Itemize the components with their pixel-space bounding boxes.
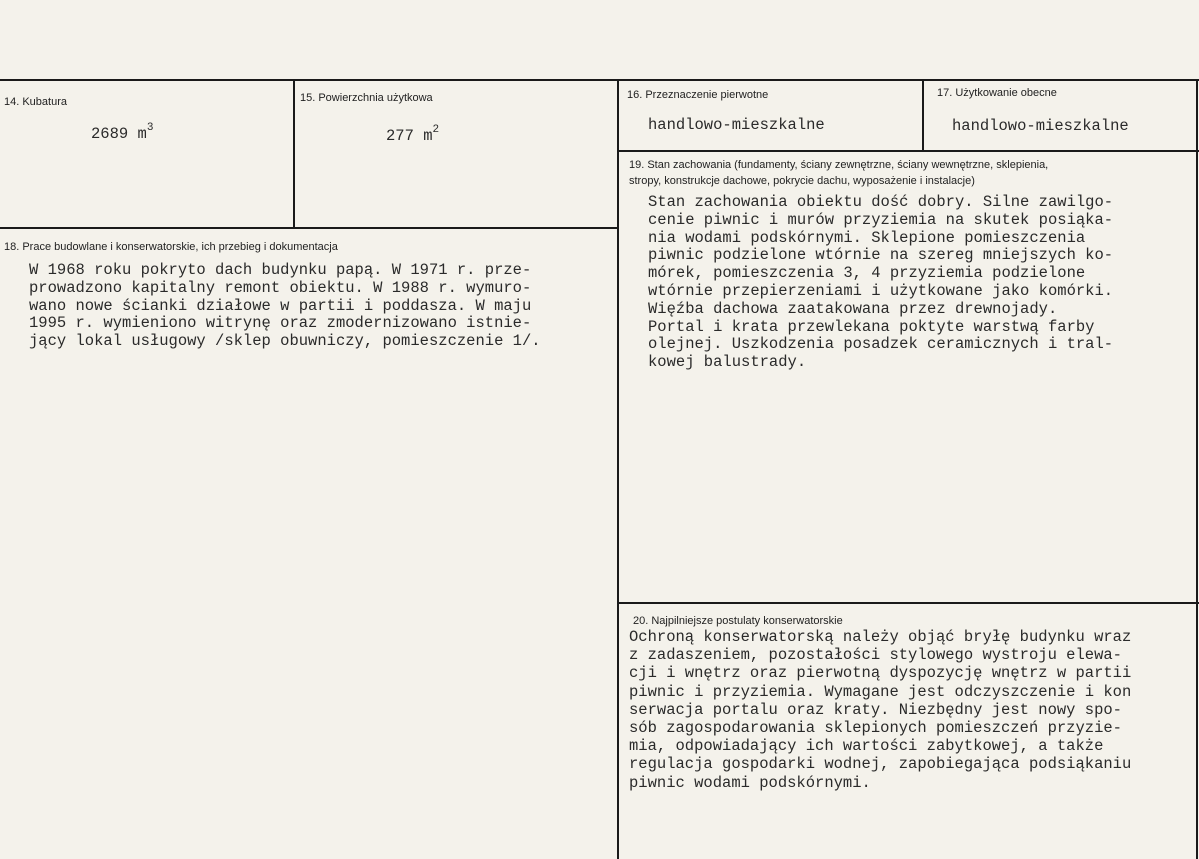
- area-number: 277: [386, 127, 414, 145]
- divider-left-right: [617, 81, 619, 859]
- field-19-line: wtórnie przepierzeniami i użytkowane jako komórki.: [648, 281, 1114, 300]
- divider-14-15: [293, 81, 295, 228]
- field-19-line: kowej balustrady.: [648, 353, 807, 372]
- field-19-text: [648, 194, 1113, 372]
- field-20-label: 20. Najpilniejsze postulaty konserwatorskie: [633, 615, 843, 627]
- field-20-text: [629, 628, 1131, 792]
- field-20-line: serwacja portalu oraz kraty. Niezbędny jest nowy spo-: [629, 700, 1122, 719]
- field-20-line: regulacja gospodarki wodnej, zapobiegająca podsiąkaniu: [629, 755, 1132, 774]
- field-18-line: W 1968 roku pokryto dach budynku papą. W 1971 r. prze-: [29, 261, 532, 279]
- divider-19-20: [617, 602, 1199, 604]
- top-border: [0, 79, 1199, 81]
- divider-row1-left: [0, 227, 617, 229]
- field-19-line: Więźba dachowa zaatakowana przez drewnojady.: [648, 299, 1058, 318]
- field-19-label-line2: stropy, konstrukcje dachowe, pokrycie dachu, wyposażenie i instalacje): [629, 175, 975, 187]
- field-20-line: piwnic i przyziemia. Wymagane jest odczyszczenie i kon: [629, 682, 1132, 701]
- field-19-line: mórek, pomieszczenia 3, 4 przyziemia podzielone: [648, 264, 1086, 283]
- field-18-line: 1995 r. wymieniono witrynę oraz zmodernizowano istnie-: [29, 314, 532, 333]
- field-19-label-line1: 19. Stan zachowania (fundamenty, ściany zewnętrzne, ściany wewnętrzne, sklepienia,: [629, 159, 1049, 171]
- field-18-label: 18. Prace budowlane i konserwatorskie, ich przebieg i dokumentacja: [4, 241, 338, 253]
- field-18-line: wano nowe ścianki działowe w partii i poddasza. W maju: [29, 296, 532, 315]
- field-18-text: [29, 262, 541, 351]
- field-19-line: olejnej. Uszkodzenia posadzek ceramicznych i tral-: [648, 335, 1114, 354]
- field-16-label: 16. Przeznaczenie pierwotne: [627, 89, 769, 101]
- field-20-line: piwnic wodami podskórnymi.: [629, 773, 871, 792]
- field-19-line: nia wodami podskórnymi. Sklepione pomieszczenia: [648, 228, 1086, 247]
- field-20-line: mia, odpowiadający ich wartości zabytkowej, a także: [629, 737, 1104, 756]
- field-15-value: [386, 124, 439, 145]
- area-exponent: 2: [432, 124, 440, 136]
- divider-16-17: [922, 81, 924, 152]
- field-16-value: handlowo-mieszkalne: [648, 116, 825, 134]
- field-19-line: Portal i krata przewlekana poktyte warstwą farby: [648, 317, 1095, 336]
- field-18-line: prowadzono kapitalny remont obiektu. W 1988 r. wymuro-: [29, 278, 532, 297]
- field-20-line: cji i wnętrz oraz pierwotną dyspozycję wnętrz w partii: [629, 664, 1132, 683]
- field-20-line: z zadaszeniem, pozostałości stylowego wystroju elewa-: [629, 646, 1122, 665]
- field-18-line: jący lokal usługowy /sklep obuwniczy, pomieszczenie 1/.: [29, 332, 541, 351]
- cubature-exponent: 3: [146, 122, 154, 134]
- field-14-label: 14. Kubatura: [4, 96, 67, 108]
- field-20-line: Ochroną konserwatorską należy objąć bryłę budynku wraz: [629, 628, 1132, 646]
- area-unit: m: [423, 127, 433, 145]
- cubature-unit: m: [137, 125, 147, 143]
- field-17-label: 17. Użytkowanie obecne: [937, 87, 1057, 99]
- field-15-label: 15. Powierzchnia użytkowa: [300, 92, 433, 104]
- field-20-line: sób zagospodarowania sklepionych pomieszczeń przyzie-: [629, 719, 1122, 738]
- right-border: [1196, 81, 1198, 859]
- field-19-line: Stan zachowania obiektu dość dobry. Silne zawilgo-: [648, 193, 1114, 211]
- field-19-line: piwnic podzielone wtórnie na szereg mniejszych ko-: [648, 246, 1114, 265]
- cubature-number: 2689: [91, 125, 129, 143]
- divider-row1-right: [617, 150, 1199, 152]
- field-19-line: cenie piwnic i murów przyziemia na skutek posiąka-: [648, 210, 1114, 229]
- field-14-value: [91, 122, 153, 143]
- field-17-value: handlowo-mieszkalne: [952, 117, 1129, 135]
